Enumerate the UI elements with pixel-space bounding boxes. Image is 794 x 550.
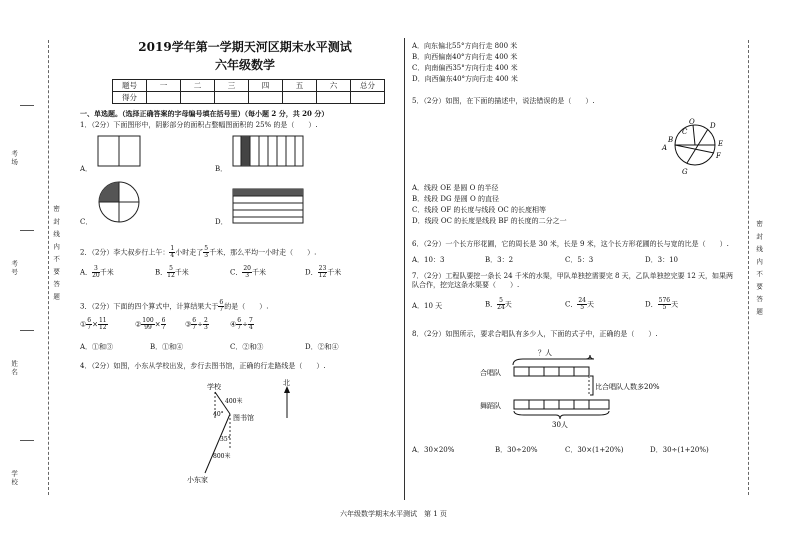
- binding-line-right: [748, 40, 750, 495]
- svg-text:G: G: [682, 168, 688, 176]
- q3-expr-1: ① $\frac{6}{7}$ × $\frac{11}{12}$: [80, 317, 107, 331]
- binding-warning-right: 密 封 线 内 不 要 答 题: [755, 220, 764, 317]
- q8-bar-diagram: [478, 345, 708, 430]
- q1-option-a[interactable]: A．: [80, 165, 93, 173]
- field-exam-room: 考场: [10, 150, 19, 167]
- q4-label-home: 小东家: [187, 476, 208, 484]
- q8-label-top: ？人: [538, 349, 552, 357]
- score-header-cell: 六: [317, 80, 351, 92]
- score-input[interactable]: [351, 92, 385, 104]
- score-header-cell: 总分: [351, 80, 385, 92]
- page-footer: 六年级数学期末水平测试 第 1 页: [340, 510, 447, 518]
- question-2: 2．（2分）李大叔步行上午： $\frac{1}{4}$ 小时走了 $\frac{5}{3}$ 千米，那么平均一小时走（ ）.: [80, 245, 317, 259]
- svg-text:F: F: [716, 152, 721, 160]
- q4-label-d1: 400米: [225, 398, 243, 405]
- svg-text:B: B: [668, 136, 674, 144]
- q4-label-library: 图书馆: [233, 414, 254, 422]
- q3-option-b[interactable]: B．①和④: [150, 343, 184, 351]
- q1-option-d[interactable]: D．: [215, 218, 228, 226]
- section-heading: 一、单选题。（选择正确答案的字母编号填在括号里）（每小题 2 分，共 20 分）: [80, 109, 329, 118]
- q3-expr-4: ④ $\frac{6}{7}$ ÷ $\frac{7}{4}$: [230, 317, 253, 331]
- q5-option-b[interactable]: B．线段 DG 是圆 O 的直径: [412, 195, 499, 203]
- q6-option-a[interactable]: A．10：3: [412, 256, 445, 264]
- q4-option-a[interactable]: A．向东偏北55°方向行走 800 米: [412, 42, 518, 50]
- question-6: 6．（2分）一个长方形花圃，它的周长是 30 米，长是 9 米，这个长方形花圃的长与宽的比是（ ）.: [412, 240, 729, 248]
- q2-option-c[interactable]: C． $\frac{20}{3}$ 千米: [230, 265, 266, 279]
- svg-text:C: C: [682, 128, 688, 136]
- q8-label-choir: 合唱队: [480, 369, 501, 377]
- svg-text:A: A: [662, 144, 668, 152]
- q8-option-d[interactable]: D．30÷(1+20%): [650, 446, 709, 454]
- q4-option-c[interactable]: C．向南偏西35°方向行走 400 米: [412, 64, 518, 72]
- score-input[interactable]: [249, 92, 283, 104]
- q8-label-bottom: 30人: [552, 421, 568, 429]
- q5-circle-figure: [660, 112, 730, 178]
- page-title: 2019学年第一学期天河区期末水平测试: [138, 40, 352, 54]
- score-input[interactable]: [215, 92, 249, 104]
- score-header-cell: 三: [215, 80, 249, 92]
- q4-label-a1: 40°: [213, 411, 224, 418]
- q2-option-b[interactable]: B． $\frac{5}{12}$ 千米: [155, 265, 189, 279]
- score-row-label: 得分: [113, 92, 147, 104]
- q3-option-d[interactable]: D．②和④: [305, 343, 339, 351]
- binding-warning-left: 密 封 线 内 不 要 答 题: [52, 205, 61, 302]
- q3-expr-2: ② $\frac{100}{99}$ × $\frac{6}{7}$: [135, 317, 166, 331]
- question-3: 3．（2分）下面的四个算式中，计算结果大于 $\frac{6}{7}$ 的是（ ）.: [80, 299, 269, 313]
- q2-option-d[interactable]: D． $\frac{23}{12}$ 千米: [305, 265, 342, 279]
- q2-option-a[interactable]: A． $\frac{3}{20}$ 千米: [80, 265, 114, 279]
- score-input[interactable]: [147, 92, 181, 104]
- q6-option-d[interactable]: D．3：10: [645, 256, 678, 264]
- svg-text:O: O: [689, 118, 695, 126]
- q1-option-c[interactable]: C．: [80, 218, 93, 226]
- question-8: 8．（2分）如图所示，要求合唱队有多少人，下面的式子中，正确的是（ ）.: [412, 330, 658, 338]
- q7-option-b[interactable]: B． $\frac{5}{24}$ 天: [485, 297, 512, 311]
- field-school: 学校: [10, 470, 19, 487]
- q4-label-d2: 800米: [213, 453, 231, 460]
- score-input[interactable]: [317, 92, 351, 104]
- q5-option-c[interactable]: C．线段 OF 的长度与线段 OC 的长度相等: [412, 206, 546, 214]
- score-header-cell: 四: [249, 80, 283, 92]
- field-exam-number: 考号: [10, 260, 19, 277]
- q6-option-c[interactable]: C．5：3: [565, 256, 594, 264]
- q1-option-b[interactable]: B．: [215, 165, 228, 173]
- q7-option-d[interactable]: D． $\frac{576}{5}$ 天: [645, 297, 679, 311]
- q5-option-a[interactable]: A．线段 OE 是圆 O 的半径: [412, 184, 499, 192]
- question-4: 4．（2分）如图，小东从学校出发，步行去图书馆，正确的行走路线是（ ）.: [80, 362, 326, 370]
- q3-option-c[interactable]: C．②和③: [230, 343, 264, 351]
- q8-option-b[interactable]: B．30÷20%: [495, 446, 538, 454]
- q3-option-a[interactable]: A．①和③: [80, 343, 114, 351]
- q8-option-c[interactable]: C．30×(1+20%): [565, 446, 624, 454]
- question-5: 5．（2分）如图，在下面的描述中，说法错误的是（ ）.: [412, 97, 595, 105]
- q6-option-b[interactable]: B．3：2: [485, 256, 514, 264]
- column-divider: [404, 38, 405, 500]
- q4-option-b[interactable]: B．向西偏南40°方向行走 400 米: [412, 53, 518, 61]
- binding-line-left: [48, 40, 50, 495]
- q4-option-d[interactable]: D．向西偏东40°方向行走 400 米: [412, 75, 518, 83]
- q8-option-a[interactable]: A．30×20%: [412, 446, 455, 454]
- q7-option-a[interactable]: A．10 天: [412, 302, 443, 310]
- q8-label-dance: 舞蹈队: [480, 402, 501, 410]
- score-header-cell: 二: [181, 80, 215, 92]
- q4-label-north: 北: [283, 379, 290, 387]
- field-name: 姓名: [10, 360, 19, 377]
- score-table: [112, 79, 385, 104]
- svg-text:E: E: [718, 140, 724, 148]
- q4-label-school: 学校: [207, 383, 221, 391]
- q4-map-figure: [175, 378, 305, 488]
- q1-figure-a: [97, 135, 141, 167]
- score-header-cell: 五: [283, 80, 317, 92]
- page-subtitle: 六年级数学: [214, 58, 275, 72]
- question-7: 7．（2分）工程队要挖一条长 24 千米的水渠，甲队单独挖需要完 8 天，乙队单独挖完要 12 天，如果两队合作，挖完这条水渠要（ ）.: [412, 272, 734, 289]
- q1-figure-d: [232, 188, 304, 224]
- svg-text:D: D: [710, 122, 716, 130]
- score-header-cell: 题号: [113, 80, 147, 92]
- score-input[interactable]: [283, 92, 317, 104]
- q1-figure-b: [232, 135, 304, 167]
- q1-figure-c: [97, 180, 141, 224]
- q4-label-a2: 35°: [220, 436, 231, 443]
- question-1: 1．（2分）下面图形中，阴影部分的面积占整幅图面积的 25% 的是（ ）.: [80, 121, 318, 129]
- q7-option-c[interactable]: C． $\frac{24}{5}$ 天: [565, 297, 594, 311]
- score-header-cell: 一: [147, 80, 181, 92]
- q8-label-note: 比合唱队人数多20%: [595, 383, 660, 391]
- score-input[interactable]: [181, 92, 215, 104]
- q5-option-d[interactable]: D．线段 OC 的长度是线段 BF 的长度的二分之一: [412, 217, 567, 225]
- q3-expr-3: ③ $\frac{6}{7}$ ÷ $\frac{2}{3}$: [185, 317, 208, 331]
